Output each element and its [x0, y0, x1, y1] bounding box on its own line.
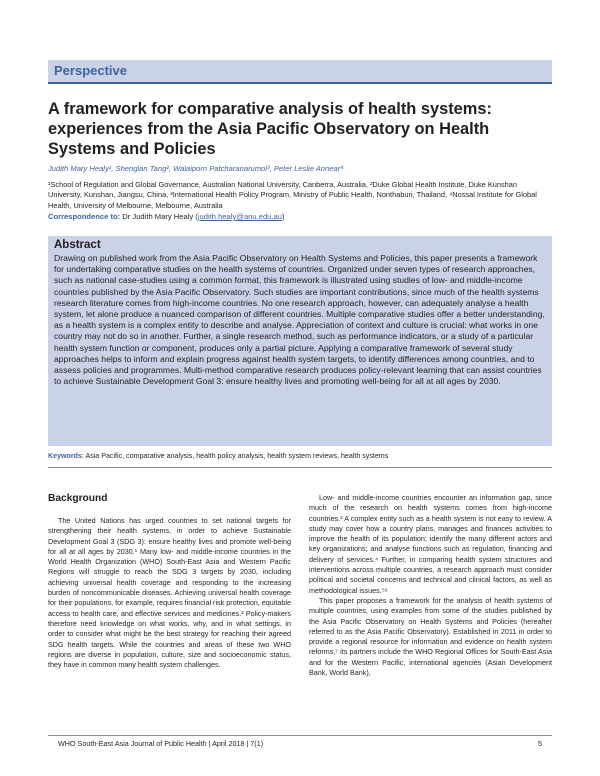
correspondence-close: ) [281, 212, 285, 221]
body-paragraph: Low- and middle-income countries encounter an information gap, since much of the research on health systems comes from high-income countries.³ A complex entity such as a health system is not easy to review. A study may cover how a country plans, manages and finances activities to improve the health of its population; identify the many different actors and key organizations; and analyse functions such as regulation, financing and delivery of services.⁴ Further, in comparing health system structures and interventions across multiple countries, a research approach must consider political and societal concerns and technical and clinical factors, as well as methodological issues.⁵⁶ [309, 493, 552, 595]
section-header-bar [48, 60, 552, 84]
article-title: A framework for comparative analysis of health systems: experiences from the Asia Pacific Observatory on Health Systems and Policies [48, 100, 492, 158]
correspondence [48, 212, 552, 221]
author-list: Judith Mary Healy¹, Shenglan Tang², Walaiporn Patcharanarumol³, Peter Leslie Annear⁴ [48, 164, 344, 173]
correspondence-email-link[interactable]: judith.healy@anu.edu.au [197, 212, 282, 221]
footer-journal: WHO South-East Asia Journal of Public Health | April 2018 | 7(1) [58, 739, 264, 748]
divider [48, 467, 552, 468]
keywords-text: : Asia Pacific, comparative analysis, health policy analysis, health system reviews, health systems [81, 452, 389, 460]
keywords [48, 452, 552, 460]
footer-divider [48, 735, 552, 736]
correspondence-label: Correspondence to: [48, 212, 121, 221]
abstract-heading: Abstract [54, 239, 101, 251]
left-column [48, 516, 291, 670]
abstract-text: Drawing on published work from the Asia Pacific Observatory on Health Systems and Policies, this paper presents a framework for undertaking comparative studies on the health systems of countries. Organized under seven types of research approaches, such as national case-studies using a common format, this framework is illustrated using studies of low- and middle-income countries published by the Asia Pacific Observatory. Such studies are important contributions, since much of the health systems research literature comes from high-income countries. No one research approach, however, can adequately analyse a health system, let alone produce a nuanced comparison of different countries. Multiple comparative studies offer a better understanding, as a health system is a complex entity to describe and analyse. Appreciation of context and culture is crucial: what works in one country may not do so in another. Further, a single research method, such as performance indicators, or a study of a particular health system function or component, produces only a partial picture. Applying a comparative framework of several study approaches helps to inform and explain progress against health system targets, to identify differences among countries, and to assess policies and programmes. Multi-method comparative research produces policy-relevant learning that can assist countries to achieve Sustainable Development Goal 3: ensure healthy lives and promoting well-being for all at all ages by 2030. [54, 253, 545, 387]
keywords-label: Keywords [48, 452, 82, 460]
body-paragraph: This paper proposes a framework for the analysis of health systems of multiple countries, using examples from some of the studies published by the Asia Pacific Observatory on Health Systems and Policies (hereafter referred to as the Asia Pacific Observatory). Established in 2011 in order to provide a regional resource for information and evidence on health system reforms,⁷ its partners include the WHO Regional Offices for South-East Asia and for the Western Pacific, international agencies (Asian Development Bank, World Bank), [309, 595, 552, 678]
background-heading: Background [48, 493, 108, 504]
right-column [309, 493, 552, 678]
page-number: 5 [538, 739, 542, 748]
affiliations: ¹School of Regulation and Global Governance, Australian National University, Canberra, Australia, ²Duke Global Health Institute, Duke Kunshan University, Kunshan, Jiangsu, China, ³International Health Policy Program, Ministry of Public Health, Nonthaburi, Thailand, ⁴Nossal Institute for Global Health, University of Melbourne, Melbourne, Australia [48, 180, 537, 210]
section-label: Perspective [54, 63, 127, 78]
correspondence-name: Dr Judith Mary Healy ( [122, 212, 198, 221]
abstract-panel [48, 236, 552, 446]
body-paragraph: The United Nations has urged countries to set national targets for strengthening their health systems, in order to achieve Sustainable Development Goal 3 (SDG 3): ensure healthy lives and promote well-being for all at all ages by 2030.¹ Many low- and middle-income countries in the World Health Organization (WHO) South-East Asia and Western Pacific Regions will struggle to reach the SDG 3 targets by 2030, including achieving universal health coverage and responding to the increasing burden of noncommunicable diseases. Achieving universal health coverage for their populations, for example, requires financial risk protection, equitable access to health care, and effective services and medicines.² Policy-makers therefore need knowledge on what works, why, and in what settings, in order to consider what might be the best strategy for reaching their agreed SDG health targets. While the countries and areas of these two WHO regions are diverse in population, culture, size and socioeconomic status, they have in common many health system challenges. [48, 516, 291, 670]
